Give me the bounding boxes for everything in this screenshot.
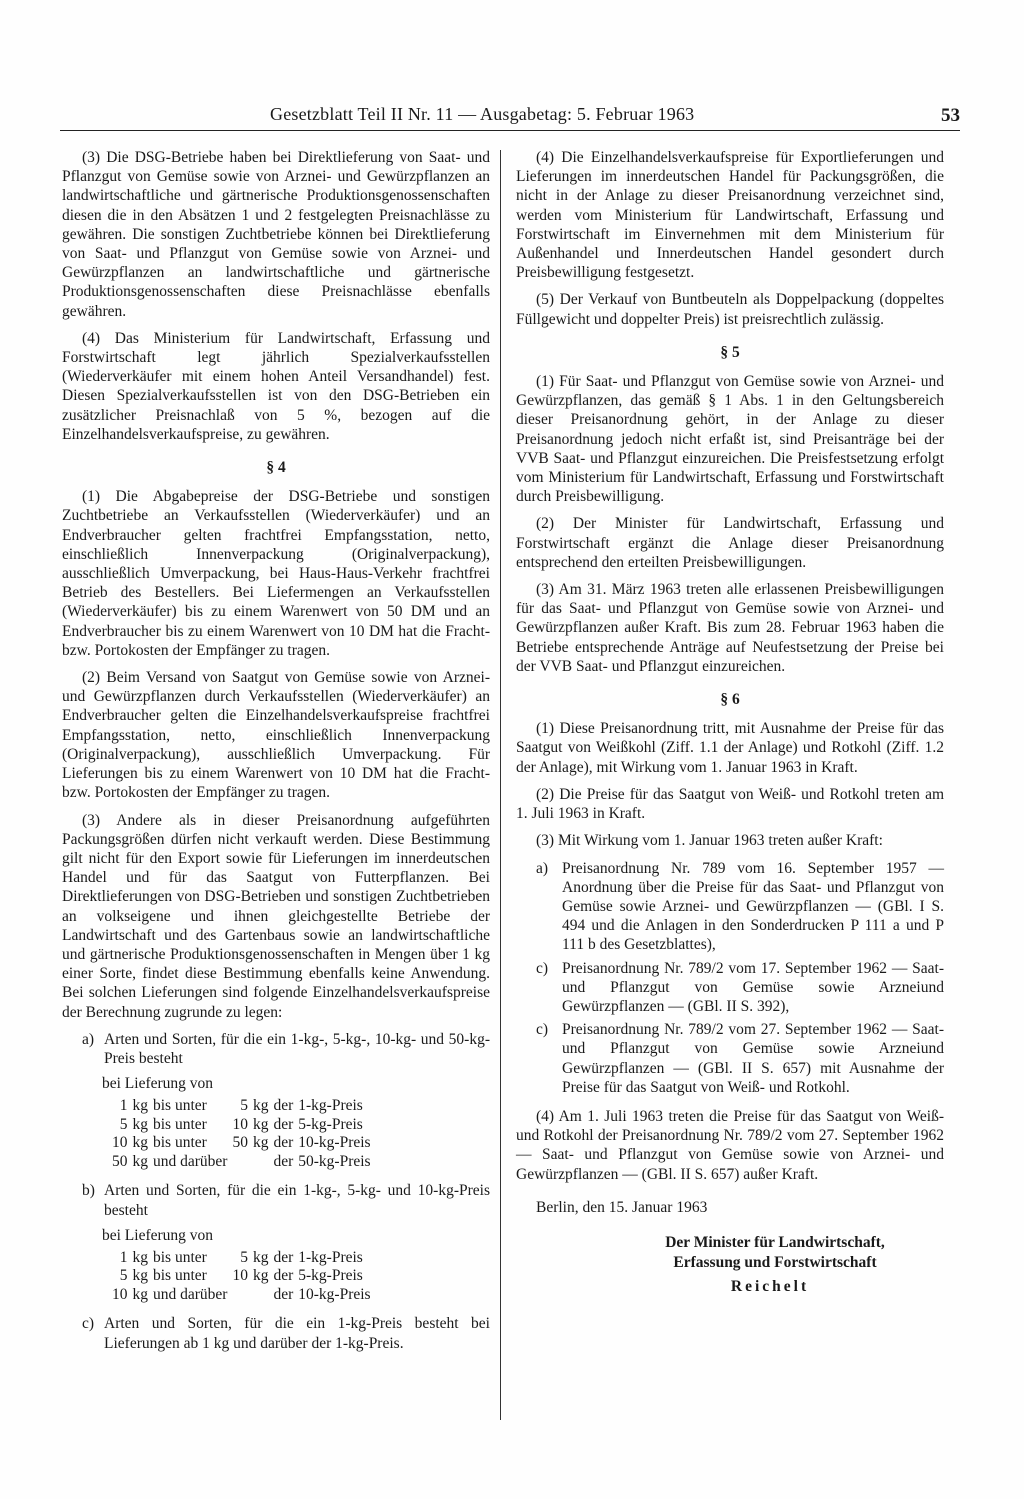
paragraph: (4) Am 1. Juli 1963 treten die Preise für das Saatgut von Weiß- und Rotkohl der Preisanordnung Nr. 789/2 vom 27. September 1962 — Saat- und Pflanzgut von Gemüse sowie von Arznei- und Gewürzpflanzen — (GBl. II S. 657) außer Kraft. [516,1107,944,1183]
place-date: Berlin, den 15. Januar 1963 [536,1198,708,1216]
paragraph: (3) Am 31. März 1963 treten alle erlassenen Preisbewilligungen für das Saat- und Pflanzgut von Gemüse sowie von Arznei- und Gewürzpflanzen außer Kraft. Bis zum 28. Februar 1963 haben die Betriebe entsprechende Anträge auf Neufestsetzung der Preise bei der VVB Saat- und Pflanzgut einzureichen. [516,581,944,675]
repeal-item-label: c) [536,959,549,977]
table-cell-unit2: kg [252,1115,269,1133]
list-item-label: a) [82,1030,95,1048]
table-row [112,1286,376,1305]
table-cell-mid: und darüber [153,1152,228,1170]
table-cell-from: 10 [112,1134,128,1152]
repeal-item-text: Preisanordnung Nr. 789 vom 16. September 1957 — Anordnung über die Preise für das Saat- und Pflanzgut von Gemüse sowie Arznei- und Gewürzpflanzen — (GBl. I S. 494 und die Anlagen in den Sonderdrucken P 111 a und P 111 b des Gesetzblattes), [562,859,944,954]
table-cell-der: der [273,1285,294,1303]
table-cell-to [232,1153,253,1172]
right-column [516,148,944,1304]
table-cell-unit2: kg [252,1267,269,1285]
table-row [112,1249,376,1268]
table-cell-unit1: kg [132,1152,148,1170]
table-cell-der: der [273,1152,294,1170]
table-cell-unit1: kg [132,1267,148,1285]
table-cell-der: der [273,1248,294,1266]
table-cell-mid: bis unter [153,1248,207,1266]
table-cell-price: 10-kg-Preis [298,1134,371,1152]
header-title: Gesetzblatt Teil II Nr. 11 — Ausgabetag: 5. Februar 1963 [270,104,695,124]
delivery-caption: bei Lieferung von [102,1226,214,1244]
table-cell-price: 5-kg-Preis [298,1267,363,1285]
list-item [82,1181,490,1219]
table-cell-price: 1-kg-Preis [298,1248,363,1266]
repeal-item-label: c) [536,1021,549,1039]
delivery-caption: bei Lieferung von [102,1075,214,1093]
table-cell-mid: und darüber [153,1285,228,1303]
table-cell-der: der [273,1097,294,1115]
table-cell-price: 10-kg-Preis [298,1285,371,1303]
page-number: 53 [941,105,960,126]
table-cell-unit2 [253,1286,274,1305]
list-item-label: b) [82,1182,95,1200]
table-cell-from: 1 [119,1248,128,1266]
table-cell-from: 5 [119,1115,128,1133]
paragraph: (1) Die Abgabepreise der DSG-Betriebe und sonstigen Zuchtbetriebe an Verkaufsstellen (Wiederverkäufer) und an Endverbraucher gelten frachtfrei Empfangsstation, netto, einschließlich Innenverpackung (Originalverpackung), ausschließlich Umverpackung, bei Haus-Haus-Verkehr frachtfrei Betrieb des Bestellers. Bei Liefermengen an Verkaufsstellen (Wiederverkäufer) bis zu einem Warenwert von 50 DM und an Endverbraucher bis zu einem Warenwert von 10 DM hat die Fracht- bzw. Portokosten der Empfänger zu tragen. [62,488,490,659]
rate-table-b [112,1249,376,1305]
paragraph: (2) Beim Versand von Saatgut von Gemüse sowie von Arznei- und Gewürzpflanzen durch Verkaufsstellen (Wiederverkäufer) an Endverbraucher gelten die Einzelhandelsverkaufspreise frachtfrei Empfangsstation, netto, einschließlich Innenverpackung (Originalverpackung), ausschließlich Umverpackung. Für Lieferungen bis zu einem Warenwert von 10 DM hat die Fracht- bzw. Portokosten der Empfänger zu tragen. [62,669,490,802]
signer-title: Der Minister für Landwirtschaft, [665,1233,885,1251]
list-item-text: Arten und Sorten, für die ein 1-kg-, 5-kg-, 10-kg- und 50-kg-Preis besteht [104,1030,490,1067]
paragraph: (1) Für Saat- und Pflanzgut von Gemüse sowie von Arznei- und Gewürzpflanzen, das gemäß § 1 Abs. 1 in den Geltungsbereich dieser Preisanordnung gehört, in der Anlage zu dieser Preisanordnung jedoch nicht erfaßt ist, sind Preisanträge bei der VVB Saat- und Pflanzgut einzureichen. Die Preisfestsetzung erfolgt vom Ministerium für Landwirtschaft, Erfassung und Forstwirtschaft durch Preisbewilligung. [516,373,944,506]
page-header [60,104,960,131]
table-cell-unit2 [253,1153,274,1172]
table-cell-price: 1-kg-Preis [298,1097,363,1115]
table-cell-unit1: kg [132,1248,148,1266]
table-cell-unit1: kg [132,1097,148,1115]
left-column [62,148,490,1359]
paragraph: (2) Der Minister für Landwirtschaft, Erfassung und Forstwirtschaft ergänzt die Anlage dieser Preisanordnung entsprechend den erteilten Preisbewilligungen. [516,515,944,571]
list-item-text: Arten und Sorten, für die ein 1-kg-, 5-kg- und 10-kg-Preis besteht [104,1182,490,1219]
table-cell-unit1: kg [132,1134,148,1152]
repeal-item [536,959,944,1017]
repeal-item-text: Preisanordnung Nr. 789/2 vom 27. September 1962 — Saat- und Pflanzgut von Gemüse sowie Arzneiund Gewürzpflanzen — (GBl. II S. 657) mit Ausnahme der Preise für das Saatgut von Weiß- und Rotkohl. [562,1021,944,1096]
table-cell-to: 10 [232,1115,248,1133]
table-cell-price: 50-kg-Preis [298,1152,371,1170]
table-row [112,1134,376,1153]
paragraph: (3) Die DSG-Betriebe haben bei Direktlieferung von Saat- und Pflanzgut von Gemüse sowie von Arznei- und Gewürzpflanzen an landwirtschaftliche und gärtnerische Produktionsgenossenschaften diesen die in den Absätzen 1 und 2 festgelegten Preisnachlässe zu gewähren. Die sonstigen Zuchtbetriebe können bei Direktlieferung von Saat- und Pflanzgut von Gemüse sowie von Arznei- und Gewürzpflanzen an landwirtschaftliche und gärtnerische Produktionsgenossenschaften diese Preisnachlässe ebenfalls gewähren. [62,149,490,320]
table-cell-der: der [273,1134,294,1152]
section-heading: § 4 [266,459,286,477]
table-cell-price: 5-kg-Preis [298,1115,363,1133]
table-cell-unit1: kg [132,1115,148,1133]
repeal-item [536,1020,944,1097]
signer-name: Reichelt [730,1277,810,1295]
list-item [82,1030,490,1068]
table-cell-from: 5 [119,1267,128,1285]
table-cell-der: der [273,1267,294,1285]
table-row [112,1153,376,1172]
repeal-item-text: Preisanordnung Nr. 789/2 vom 17. September 1962 — Saat- und Pflanzgut von Gemüse sowie Arzneiund Gewürzpflanzen — (GBl. II S. 392), [562,959,944,1015]
repeal-item-label: a) [536,859,549,877]
paragraph: (4) Das Ministerium für Landwirtschaft, Erfassung und Forstwirtschaft legt jährlich Spezialverkaufsstellen (Wiederverkäufer mit einem hohen Anteil Versandhandel) fest. Diesen Spezialverkaufsstellen ist von den DSG-Betrieben ein zusätzlicher Preisnachlaß von 5 %, bezogen auf die Einzelhandelsverkaufspreise, zu gewähren. [62,329,490,443]
list-item-text: Arten und Sorten, für die ein 1-kg-Preis besteht bei Lieferungen ab 1 kg und darüber der 1-kg-Preis. [104,1315,490,1352]
table-cell-unit2: kg [252,1134,269,1152]
table-cell-mid: bis unter [153,1115,207,1133]
section-heading: § 5 [720,343,740,361]
table-cell-mid: bis unter [153,1134,207,1152]
table-cell-der: der [273,1115,294,1133]
column-divider [500,150,501,1420]
table-cell-to [232,1286,253,1305]
table-cell-to: 10 [232,1267,248,1285]
table-cell-unit2: kg [252,1097,269,1115]
repeal-item [536,859,944,955]
paragraph: (1) Diese Preisanordnung tritt, mit Ausnahme der Preise für das Saatgut von Weißkohl (Ziff. 1.1 der Anlage) und Rotkohl (Ziff. 1.2 der Anlage), mit Wirkung vom 1. Januar 1963 in Kraft. [516,720,944,776]
table-cell-unit1: kg [132,1285,148,1303]
table-cell-from: 50 [112,1152,128,1170]
paragraph: (3) Andere als in dieser Preisanordnung aufgeführten Packungsgrößen dürfen nicht verkauft werden. Diese Bestimmung gilt nicht für den Export sowie für Lieferungen im innerdeutschen Handel und für das Saatgut von Futterpflanzen. Bei Direktlieferungen von DSG-Betrieben und sonstigen Zuchtbetrieben an volkseigene und ihnen gleichgestellte Betriebe der Landwirtschaft und des Gartenbaus sowie an landwirtschaftliche und gärtnerische Produktionsgenossenschaften in Mengen über 1 kg einer Sorte, findet diese Bestimmung ebenfalls keine Anwendung. Bei solchen Lieferungen sind folgende Einzelhandelsverkaufspreise der Berechnung zugrunde zu legen: [62,811,490,1021]
table-cell-to: 50 [232,1134,248,1152]
table-row [112,1097,376,1116]
table-cell-mid: bis unter [153,1267,207,1285]
table-cell-from: 1 [119,1097,128,1115]
paragraph: (3) Mit Wirkung vom 1. Januar 1963 treten außer Kraft: [536,832,883,850]
table-cell-from: 10 [112,1285,128,1303]
section-heading: § 6 [720,691,740,709]
table-cell-unit2: kg [252,1248,269,1266]
rate-table-a [112,1097,376,1171]
list-item [82,1314,490,1352]
table-cell-mid: bis unter [153,1097,207,1115]
table-row [112,1116,376,1135]
signer-title: Erfassung und Forstwirtschaft [673,1253,877,1271]
paragraph: (2) Die Preise für das Saatgut von Weiß- und Rotkohl treten am 1. Juli 1963 in Kraft. [516,785,944,823]
paragraph: (5) Der Verkauf von Buntbeuteln als Doppelpackung (doppeltes Füllgewicht und doppelter Preis) ist preisrechtlich zulässig. [516,291,944,328]
table-cell-to: 5 [240,1097,248,1115]
paragraph: (4) Die Einzelhandelsverkaufspreise für Exportlieferungen und Lieferungen im innerdeutschen Handel für Packungsgrößen, die nicht in der Anlage zu dieser Preisanordnung verzeichnet sind, werden vom Ministerium für Landwirtschaft, Erfassung und Forstwirtschaft im Einvernehmen mit dem Ministerium für Außenhandel und Innerdeutschen Handel gesondert durch Preisbewilligung festgesetzt. [516,149,944,282]
table-row [112,1267,376,1286]
list-item-label: c) [82,1315,95,1333]
table-cell-to: 5 [240,1248,248,1266]
